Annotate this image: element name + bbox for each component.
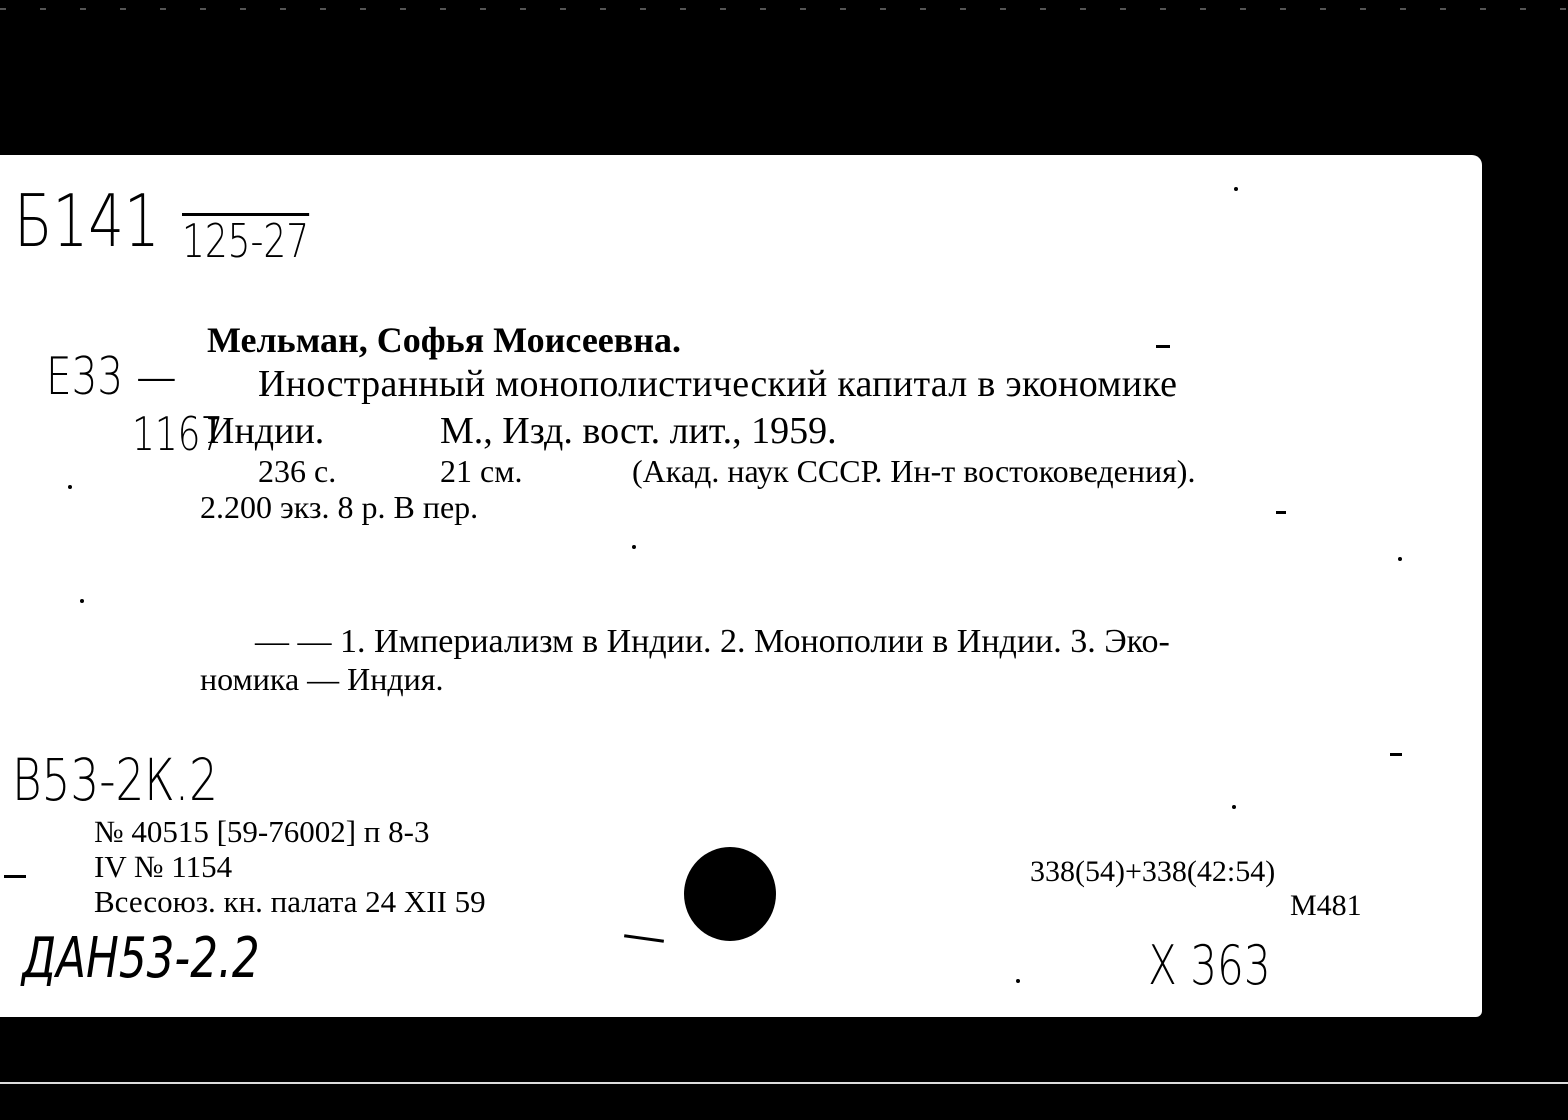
handwritten-code-bottom-right: X 363 [1148, 934, 1271, 997]
title-line-2: Индии. [207, 410, 325, 452]
scan-dash [1156, 345, 1170, 348]
scan-dash [624, 934, 664, 943]
subject-headings-line-1: — — 1. Империализм в Индии. 2. Монополии в Индии. 3. Эко- [255, 623, 1170, 660]
left-margin-mark: Е33 — [46, 347, 177, 407]
scan-speck [1232, 805, 1236, 809]
registry-line-2: IV № 1154 [94, 849, 233, 884]
left-margin-number: 1167 [132, 407, 224, 461]
scan-speck [80, 599, 84, 603]
registry-line-1: № 40515 [59-76002] п 8-3 [94, 814, 430, 849]
scan-dash [1276, 511, 1286, 514]
scan-speck [1398, 557, 1402, 561]
cutter-number: М481 [1290, 889, 1362, 922]
circulation-price: 2.200 экз. 8 р. В пер. [200, 489, 479, 525]
series-note: (Акад. наук СССР. Ин-т востоковедения). [632, 453, 1196, 489]
udc-classification: 338(54)+338(42:54) [1030, 855, 1276, 888]
scan-edge [0, 8, 1568, 10]
scan-speck [68, 485, 72, 489]
imprint: М., Изд. вост. лит., 1959. [440, 410, 837, 452]
size: 21 см. [440, 453, 523, 489]
punch-hole [684, 847, 776, 941]
handwritten-code-middle: В53-2К.2 [12, 746, 218, 814]
registry-line-3: Всесоюз. кн. палата 24 XII 59 [94, 884, 486, 919]
scan-edge [0, 1082, 1568, 1084]
scan-dash [4, 875, 26, 878]
shelfmark-code: Б141 [14, 179, 160, 263]
handwritten-code-bottom-left: ДАН53-2.2 [22, 926, 260, 991]
scan-dash [1390, 753, 1402, 756]
title-line-1: Иностранный монополистический капитал в экономике [258, 363, 1178, 405]
author-heading: Мельман, Софья Моисеевна. [207, 320, 681, 360]
scan-speck [1234, 187, 1238, 191]
scan-speck [632, 545, 636, 549]
subject-headings-line-2: номика — Индия. [200, 661, 444, 697]
pages: 236 с. [258, 453, 337, 489]
catalog-card [0, 155, 1482, 1017]
shelfmark-subcode: 125-27 [182, 214, 310, 268]
scan-speck [1016, 979, 1020, 983]
